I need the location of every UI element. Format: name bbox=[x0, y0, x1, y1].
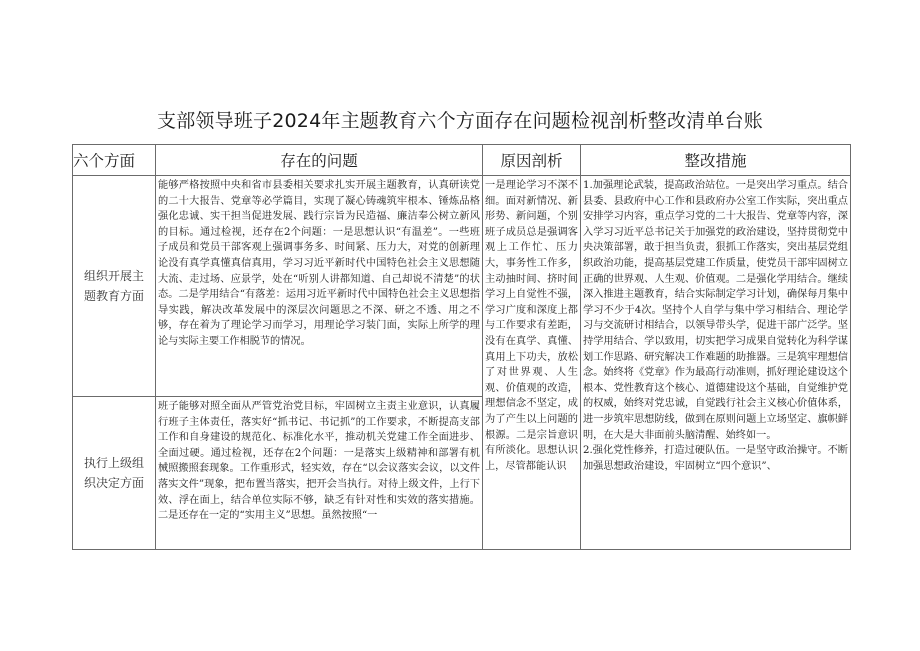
cause-text: 一是理论学习不深不细。面对新情况、新形势、新问题，个别班子成员总是强调客观上工作忙、压力大，事务性工作多，主动抽时间、挤时间学习上自觉性不强，学习广度和深度上都与工作要求有差距，没有在真学、真懂、真用上下功夫，放松了对世界观、人生观、价值观的改造，理想信念不坚定，成为了产生以上问题的根源。二是宗旨意识有所淡化。思想认识上，尽管都能认识 bbox=[485, 180, 578, 472]
measures-cell bbox=[581, 176, 851, 550]
header-aspect: 六个方面 bbox=[73, 145, 156, 176]
measures-text: 1.加强理论武装，提高政治站位。一是突出学习重点。结合县委、县政府中心工作和县政府办公室工作实际，突出重点安排学习内容，重点学习党的二十大报告、党章等内容，深入学习习近平总书记关于加强党的政治建设，坚持贯彻党中央决策部署，敢于担当负责，狠抓工作落实，突出基层党组织政治功能，提高基层党建工作质量，使党员干部牢固树立正确的世界观、人生观、价值观。二是强化学用结合。继续深入推进主题教育，结合实际制定学习计划，确保每月集中学习不少于4次。坚持个人自学与集中学习相结合、理论学习与交流研讨相结合，以领导带头学，促进干部广泛学。坚持学用结合、学以致用，切实把学习成果自觉转化为科学谋划工作思路、研究解决工作难题的助推器。三是筑牢理想信念。始终将《党章》作为最高行动准则，抓好理论建设这个根本、党性教育这个核心、道德建设这个基础，自觉维护党的权威，始终对党忠诚，自觉践行社会主义核心价值体系，进一步筑牢思想防线，做到在原则问题上立场坚定、旗帜鲜明，在大是大非面前头脑清醒、始终如一。 2.强化党性修养，打造过硬队伍。一是坚守政治操守。不断加强思想政治建设，牢固树立“四个意识”、 bbox=[583, 180, 848, 472]
table-header-row bbox=[73, 145, 851, 176]
aspect-cell-organize-education: 组织开展主题教育方面 bbox=[73, 176, 156, 397]
problem-text: 能够严格按照中央和省市县委相关要求扎实开展主题教育，认真研读党的二十大报告、党章等必学篇目，实现了凝心铸魂筑牢根本、锤炼品格强化忠诚、实干担当促进发展、践行宗旨为民造福、廉洁奉公树立新风的目标。通过检视，还存在2个问题：一是思想认识“有温差”。一些班子成员和党员干部客观上强调事务多、时间紧、压力大，对党的创新理论没有真学真懂真信真用，学习习近平新时代中国特色社会主义思想随大流、走过场、应景学，处在“听别人讲都知道、自己却说不清楚”的状态。二是学用结合“有落差：运用习近平新时代中国特色社会主义思想指导实践，解决改革发展中的深层次问题思之不深、研之不透、用之不够，存在着为了理论学习而学习，用理论学习装门面，实际上所学的理论与实际主要工作相脱节的情况。 bbox=[158, 180, 480, 347]
rectification-ledger-table bbox=[72, 144, 851, 550]
header-measures: 整改措施 bbox=[581, 145, 851, 176]
problem-cell bbox=[156, 176, 483, 397]
table-row bbox=[73, 176, 851, 397]
problem-text: 班子能够对照全面从严管党治党目标，牢固树立主责主业意识，认真履行班子主体责任，落实好“抓书记、书记抓”的工作要求，不断提高支部工作和自身建设的规范化、标准化水平，推动机关党建工作全面进步、全面过硬。通过检视，还存在2个问题：一是落实上级精神和部署有机械照搬照套现象。工作重形式，轻实效，存在“以会议落实会议，以文件落实文件”现象，把布置当落实，把开会当执行。对待上级文件，上行下效、浮在面上，结合单位实际不够，缺乏有针对性和实效的落实措施。二是还存在一定的“实用主义”思想。虽然按照“一 bbox=[158, 401, 480, 522]
header-problem: 存在的问题 bbox=[156, 145, 483, 176]
problem-cell bbox=[156, 397, 483, 550]
aspect-cell-execute-decisions: 执行上级组织决定方面 bbox=[73, 397, 156, 550]
header-cause: 原因剖析 bbox=[483, 145, 581, 176]
page-title: 支部领导班子2024年主题教育六个方面存在问题检视剖析整改清单台账 bbox=[157, 110, 763, 132]
cause-cell bbox=[483, 176, 581, 550]
